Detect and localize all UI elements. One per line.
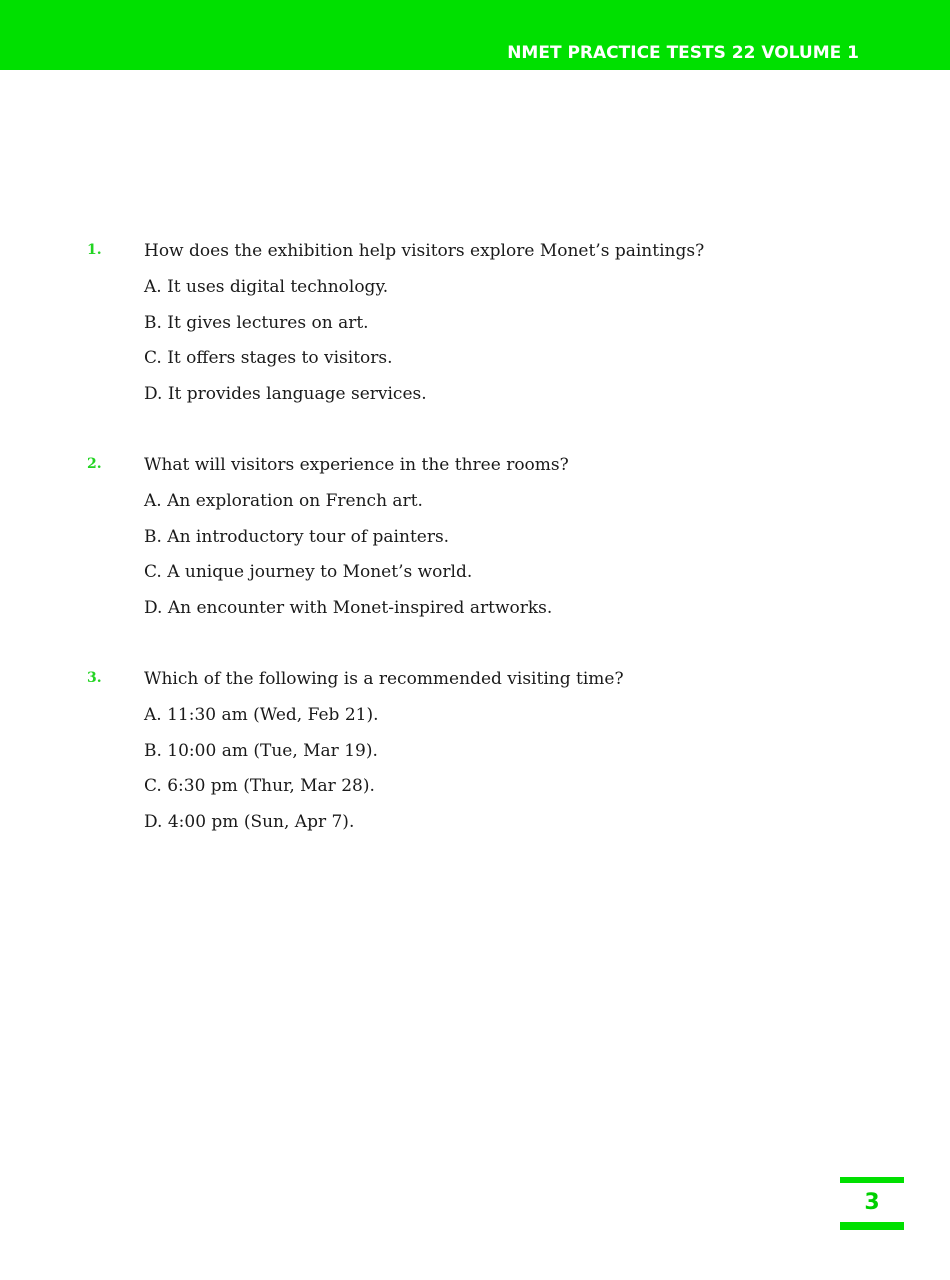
question-stem: What will visitors experience in the three rooms?: [144, 455, 569, 475]
option-b: B. It gives lectures on art.: [144, 312, 369, 333]
option-a: A. It uses digital technology.: [144, 277, 389, 297]
question-number: 3.: [87, 670, 102, 686]
question-1: [0, 237, 950, 451]
header-bar: [0, 0, 950, 70]
option-c: C. 6:30 pm (Thur, Mar 28).: [144, 776, 375, 797]
question-stem: Which of the following is a recommended visiting time?: [144, 669, 624, 689]
question-3: [0, 665, 950, 879]
option-a: A. An exploration on French art.: [144, 491, 423, 511]
question-number: 2.: [87, 456, 102, 472]
option-list: [144, 273, 427, 416]
question-stem: How does the exhibition help visitors explore Monet’s paintings?: [144, 241, 705, 261]
option-c: C. It offers stages to visitors.: [144, 348, 393, 369]
option-list: [144, 701, 379, 844]
question-number: 1.: [87, 242, 102, 258]
page-number: 3: [840, 1177, 904, 1230]
question-list: [0, 237, 950, 879]
option-d: D. It provides language services.: [144, 384, 427, 405]
option-list: [144, 487, 552, 630]
option-b: B. 10:00 am (Tue, Mar 19).: [144, 740, 378, 761]
option-d: D. 4:00 pm (Sun, Apr 7).: [144, 812, 355, 833]
option-d: D. An encounter with Monet-inspired artworks.: [144, 598, 553, 619]
option-b: B. An introductory tour of painters.: [144, 526, 450, 547]
option-c: C. A unique journey to Monet’s world.: [144, 562, 473, 583]
option-a: A. 11:30 am (Wed, Feb 21).: [144, 705, 379, 725]
question-2: [0, 451, 950, 665]
header-title: NMET PRACTICE TESTS 22 VOLUME 1: [507, 43, 859, 63]
